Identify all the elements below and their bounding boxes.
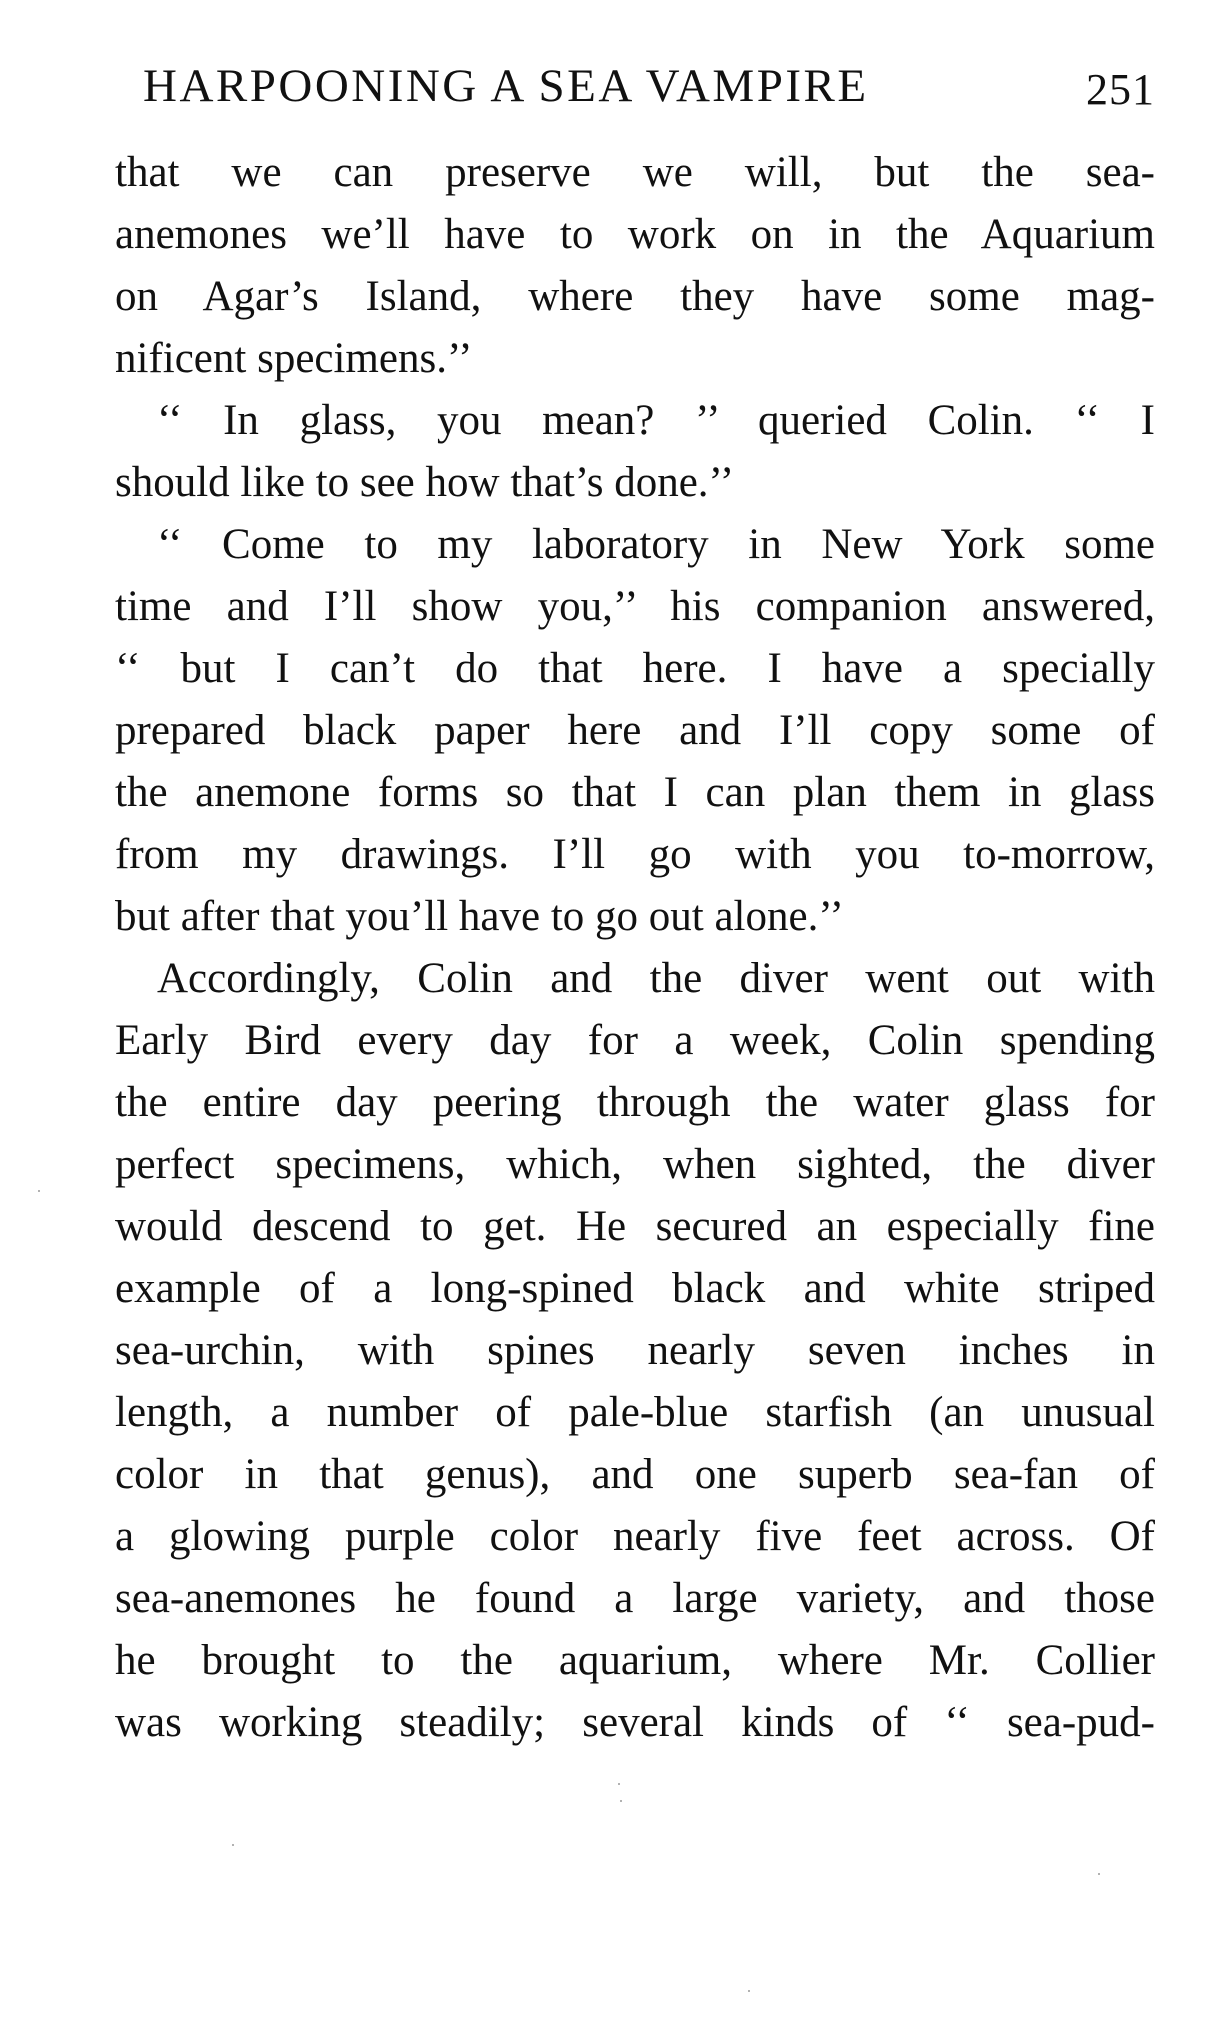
text-line: the entire day peering through the water glass for <box>115 1079 1155 1126</box>
text-line: was working steadily; several kinds of ‘‘ sea-pud- <box>115 1699 1155 1746</box>
text-line: nificent specimens.’’ <box>115 335 473 382</box>
text-line: ‘‘ In glass, you mean? ’’ queried Colin. ‘‘ I <box>157 397 1155 444</box>
text-line: from my drawings. I’ll go with you to-morrow, <box>115 831 1155 878</box>
text-line: but after that you’ll have to go out alone.’’ <box>115 893 844 940</box>
scan-speck <box>748 1990 750 1992</box>
page-number: 251 <box>1086 65 1155 114</box>
chapter-title: HARPOONING A SEA VAMPIRE <box>143 60 869 112</box>
scan-speck <box>38 1190 40 1192</box>
text-line: he brought to the aquarium, where Mr. Collier <box>115 1637 1155 1684</box>
text-line: sea-urchin, with spines nearly seven inches in <box>115 1327 1155 1374</box>
text-line: perfect specimens, which, when sighted, the diver <box>115 1141 1155 1188</box>
text-line: Early Bird every day for a week, Colin spending <box>115 1017 1155 1064</box>
text-line: on Agar’s Island, where they have some mag- <box>115 273 1155 320</box>
scan-speck <box>620 1800 622 1802</box>
text-line: color in that genus), and one superb sea-fan of <box>115 1451 1155 1498</box>
book-page <box>115 0 1155 2033</box>
text-line: prepared black paper here and I’ll copy some of <box>115 707 1155 754</box>
scan-speck <box>618 1783 620 1785</box>
body-text <box>115 142 1155 1754</box>
text-line: time and I’ll show you,’’ his companion answered, <box>115 583 1155 630</box>
text-line: length, a number of pale-blue starfish (an unusual <box>115 1389 1155 1436</box>
text-line: example of a long-spined black and white striped <box>115 1265 1155 1312</box>
text-line: ‘‘ but I can’t do that here. I have a specially <box>115 645 1155 692</box>
text-line: a glowing purple color nearly five feet across. Of <box>115 1513 1155 1560</box>
scan-speck <box>232 1844 234 1846</box>
text-line: that we can preserve we will, but the sea- <box>115 149 1155 196</box>
text-line: would descend to get. He secured an especially fine <box>115 1203 1155 1250</box>
text-line: should like to see how that’s done.’’ <box>115 459 735 506</box>
scan-speck <box>1098 1873 1100 1875</box>
running-head <box>143 58 1155 114</box>
text-line: Accordingly, Colin and the diver went out with <box>157 955 1155 1002</box>
text-line: ‘‘ Come to my laboratory in New York some <box>157 521 1155 568</box>
text-line: anemones we’ll have to work on in the Aquarium <box>115 211 1155 258</box>
text-line: the anemone forms so that I can plan them in glass <box>115 769 1155 816</box>
text-line: sea-anemones he found a large variety, and those <box>115 1575 1155 1622</box>
